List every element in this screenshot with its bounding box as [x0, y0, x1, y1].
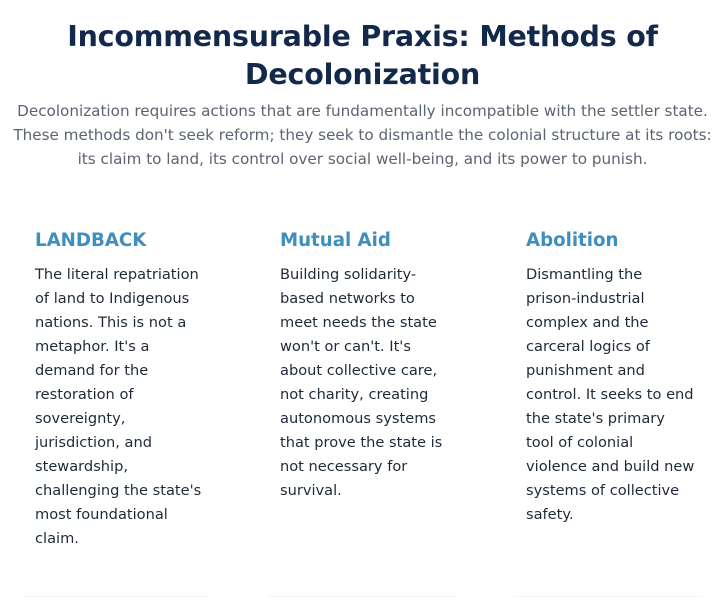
card-divider: [514, 596, 702, 597]
method-card-landback: [35, 228, 210, 598]
method-title: Mutual Aid: [280, 230, 391, 251]
method-description: The literal repatriation of land to Indigenous nations. This is not a metaphor. It's a demand for the restoration of sovereignty, jurisdiction, and stewardship, challenging the state's most foundational claim.: [35, 266, 202, 547]
intro-paragraph: Decolonization requires actions that are fundamentally incompatible with the settler state. These methods don't seek reform; they seek to dismantle the colonial structure at its roots: its claim to land, its control over social well-being, and its power to punish.: [13, 102, 712, 168]
method-description: Dismantling the prison-industrial complex and the carceral logics of punishment and control. It seeks to end the state's primary tool of colonial violence and build new systems of collective safety.: [526, 266, 695, 523]
method-description: Building solidarity-based networks to meet needs the state won't or can't. It's about collective care, not charity, creating autonomous systems that prove the state is not necessary for survival.: [280, 266, 443, 499]
method-title: Abolition: [526, 230, 619, 251]
card-divider: [22, 596, 210, 597]
page-title: Incommensurable Praxis: Methods of Decolonization: [67, 20, 658, 91]
method-card-mutual-aid: [280, 228, 455, 598]
method-card-abolition: [526, 228, 701, 598]
method-title: LANDBACK: [35, 230, 147, 251]
card-divider: [268, 596, 456, 597]
